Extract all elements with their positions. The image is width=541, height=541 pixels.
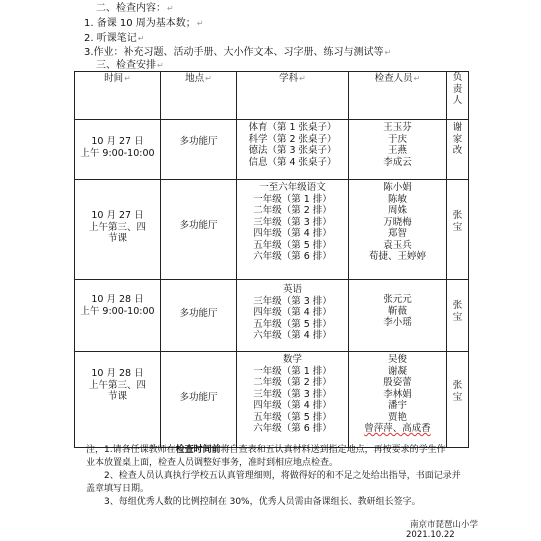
cell-time: 10 月 28 日 上午第三、四 节课 [75,352,161,448]
cell-time: 10 月 28 日 上午 9:00-10:00 [75,280,161,352]
cell-place: 多功能厅 [161,352,237,448]
cell-responsible: 张 宝 [447,280,469,352]
cell-time: 10 月 27 日 上午 9:00-10:00 [75,120,161,180]
cell-responsible: 张 宝 [447,352,469,448]
cell-subjects: 体育（第 1 张桌子） 科学（第 2 张桌子） 德法（第 3 张桌子） 信息（第 4 张桌子） [237,120,349,180]
cell-place: 多功能厅 [161,120,237,180]
item-notes: 2. 听课笔记↵ [84,33,145,44]
section-three-heading: 三、检查安排↵ [96,60,164,71]
schedule-table [74,71,469,448]
cell-subjects: 一至六年级语文 一年级（第 1 排） 二年级（第 2 排） 三年级（第 3 排） 四年级（第 4 排） 五年级（第 5 排） 六年级（第 6 排） [237,180,349,280]
note-1: 注，1.请各任课教师在检查时间前将自查表和五认真材料送到指定地点，再按要求的学生作 [86,445,446,455]
header-subject: 学科↵ [237,72,349,120]
header-inspectors: 检查人员↵ [349,72,447,120]
cell-responsible: 谢 家 改 [447,120,469,180]
note-1-cont: 业本放置桌上面，检查人员调整好事务，准时到相应地点检查。 [86,458,339,468]
note-2: 2、检查人员认真执行学校五认真管理细则，将做得好的和不足之处给出指导，书面记录并 [104,471,461,481]
notes-section [86,444,476,509]
header-time: 时间↵ [75,72,161,120]
cell-inspectors: 王玉芬 于庆 王燕 李成云 [349,120,447,180]
school-name: 南京市琵琶山小学 [410,520,479,530]
header-place: 地点↵ [161,72,237,120]
table-row [75,120,469,180]
table-header-row [75,72,469,120]
cell-inspectors: 陈小娟 陈敏 周姝 万晓梅 郑智 袁玉兵 荀捷、王婷婷 [349,180,447,280]
section-two-heading: 二、检查内容：↵ [96,3,174,14]
cell-inspectors: 张元元 靳薇 李小瑶 [349,280,447,352]
item-homework: 3.作业：补充习题、活动手册、大小作文本、习字册、练习与测试等↵ [84,47,392,58]
cell-responsible: 张 宝 [447,180,469,280]
item-lesson-prep: 1. 备课 10 周为基本数；↵ [84,18,204,29]
cell-place: 多功能厅 [161,280,237,352]
note-3: 3、每组优秀人数的比例控制在 30%，优秀人员需由备课组长、教研组长签字。 [104,497,421,507]
sign-date: 2021.10.22 [406,530,455,540]
table-row [75,352,469,448]
cell-time: 10 月 27 日 上午第三、四 节课 [75,180,161,280]
table-row [75,180,469,280]
cell-inspectors: 吴俊 谢凝 殷姿蕾 李林娟 潘宇 贾艳 曾萍萍、高成香 [349,352,447,448]
table-row [75,280,469,352]
header-responsible: 负 责 人 [447,72,469,120]
note-2-cont: 盖章填写日期。 [86,484,150,494]
cell-subjects: 数学 一年级（第 1 排） 二年级（第 2 排） 三年级（第 3 排） 四年级（第 4 排） 五年级（第 5 排） 六年级（第 6 排） [237,352,349,448]
cell-subjects: 英语 三年级（第 3 排） 四年级（第 4 排） 五年级（第 5 排） 六年级（第 4 排） [237,280,349,352]
cell-place: 多功能厅 [161,180,237,280]
